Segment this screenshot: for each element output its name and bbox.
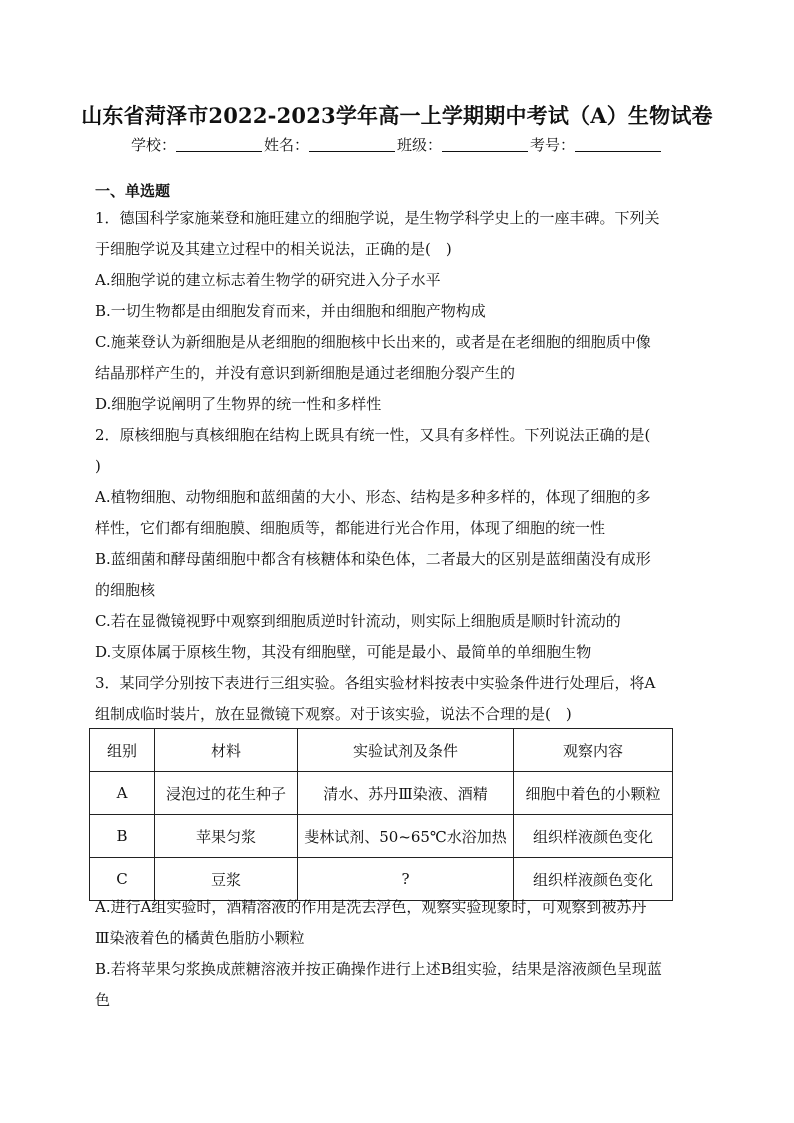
option-line: A.进行A组实验时，酒精溶液的作用是洗去浮色，观察实验现象时，可观察到被苏丹 [95,898,647,916]
table-cell: 苹果匀浆 [155,815,298,858]
question-line: 3．某同学分别按下表进行三组实验。各组实验材料按表中实验条件进行处理后，将A [95,674,656,692]
school-blank[interactable] [176,137,262,152]
option-line: 色 [95,991,111,1009]
section-title: 一、单选题 [95,182,171,200]
table-cell: C [90,858,155,901]
question-line: 2．原核细胞与真核细胞在结构上既具有统一性，又具有多样性。下列说法正确的是( [95,426,651,444]
table-cell: 组织样液颜色变化 [514,815,673,858]
option-line: C.施莱登认为新细胞是从老细胞的细胞核中长出来的，或者是在老细胞的细胞质中像 [95,333,651,351]
class-label: 班级： [397,136,443,154]
options-after-table [95,892,695,1016]
table-cell: 细胞中着色的小颗粒 [514,772,673,815]
table-cell: 清水、苏丹Ⅲ染液、酒精 [298,772,514,815]
table-cell: 豆浆 [155,858,298,901]
table-row [90,815,673,858]
table-header-cell: 观察内容 [514,729,673,772]
table-header-row [90,729,673,772]
table-cell: A [90,772,155,815]
option-line: C.若在显微镜视野中观察到细胞质逆时针流动，则实际上细胞质是顺时针流动的 [95,612,621,630]
option-line: B.若将苹果匀浆换成蔗糖溶液并按正确操作进行上述B组实验，结果是溶液颜色呈现蓝 [95,960,662,978]
question-line: 于细胞学说及其建立过程中的相关说法，正确的是( ) [95,240,452,258]
exam-no-blank[interactable] [575,137,661,152]
table-header-cell: 组别 [90,729,155,772]
option-line: 的细胞核 [95,581,156,599]
student-info-row [0,134,794,155]
name-label: 姓名： [263,136,309,154]
table-cell: 斐林试剂、50~65℃水浴加热 [298,815,514,858]
experiment-table [89,728,673,901]
option-line: A.植物细胞、动物细胞和蓝细菌的大小、形态、结构是多种多样的，体现了细胞的多 [95,488,651,506]
question-line: ) [95,457,101,475]
questions-body [95,203,695,730]
question-line: 组制成临时装片，放在显微镜下观察。对于该实验，说法不合理的是( ) [95,705,572,723]
option-line: Ⅲ染液着色的橘黄色脂肪小颗粒 [95,929,305,947]
table-row [90,772,673,815]
option-line: D.细胞学说阐明了生物界的统一性和多样性 [95,395,382,413]
name-blank[interactable] [309,137,395,152]
table-cell: ? [298,858,514,901]
table-header-cell: 实验试剂及条件 [298,729,514,772]
exam-title: 山东省菏泽市2022-2023学年高一上学期期中考试（A）生物试卷 [81,103,713,128]
option-line: B.蓝细菌和酵母菌细胞中都含有核糖体和染色体，二者最大的区别是蓝细菌没有成形 [95,550,651,568]
option-line: 结晶那样产生的，并没有意识到新细胞是通过老细胞分裂产生的 [95,364,516,382]
table-header-cell: 材料 [155,729,298,772]
table-cell: B [90,815,155,858]
class-blank[interactable] [442,137,528,152]
table-cell: 组织样液颜色变化 [514,858,673,901]
table-cell: 浸泡过的花生种子 [155,772,298,815]
exam-no-label: 考号： [530,136,576,154]
school-label: 学校： [130,136,176,154]
question-line: 1．德国科学家施莱登和施旺建立的细胞学说，是生物学科学史上的一座丰碑。下列关 [95,209,660,227]
option-line: 样性，它们都有细胞膜、细胞质等，都能进行光合作用，体现了细胞的统一性 [95,519,606,537]
option-line: D.支原体属于原核生物，其没有细胞壁，可能是最小、最简单的单细胞生物 [95,643,592,661]
option-line: B.一切生物都是由细胞发育而来，并由细胞和细胞产物构成 [95,302,486,320]
option-line: A.细胞学说的建立标志着生物学的研究进入分子水平 [95,271,441,289]
